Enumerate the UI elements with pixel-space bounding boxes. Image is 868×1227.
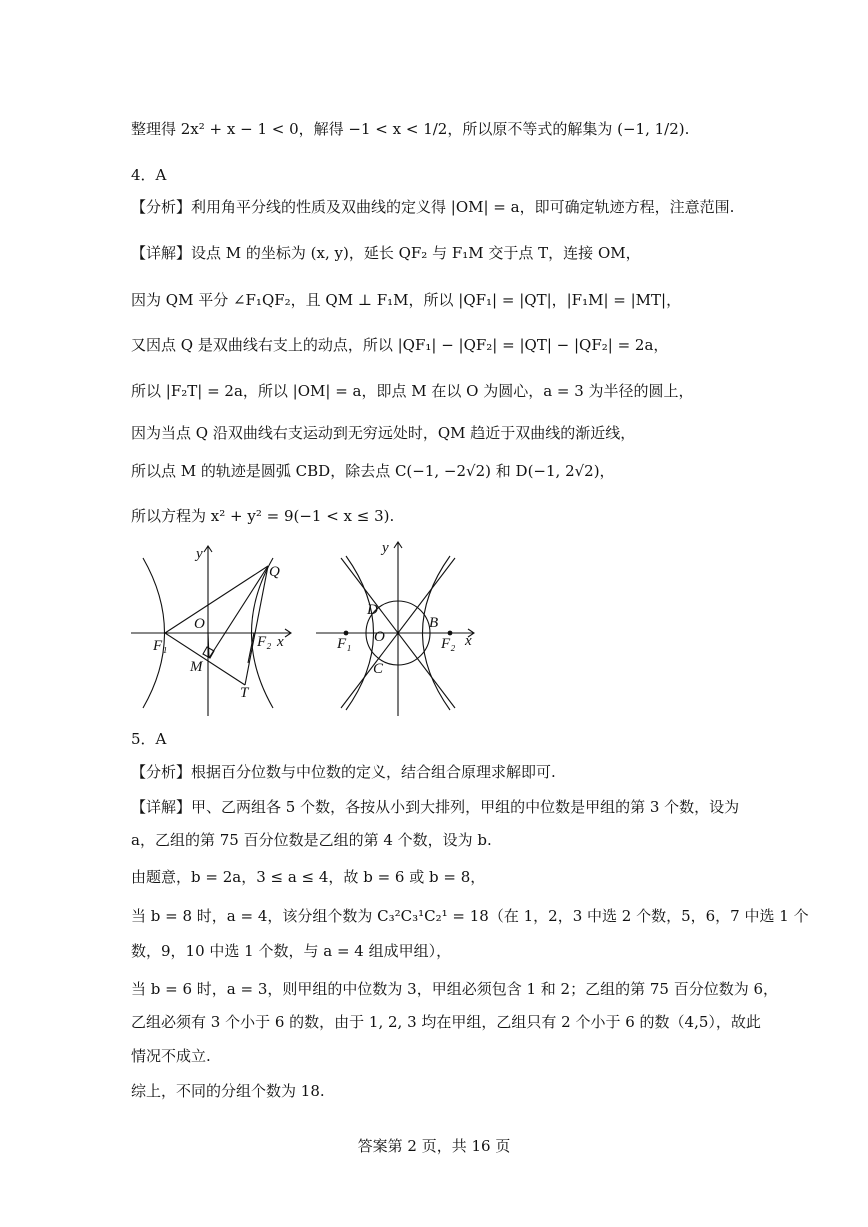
text-line: 因为当点 Q 沿双曲线右支运动到无穷远处时，QM 趋近于双曲线的渐近线， [131,424,636,442]
text-line: 当 b = 6 时，a = 3，则甲组的中位数为 3，甲组必须包含 1 和 2；乙组的第 75 百分位数为 6， [131,980,779,998]
point-label-O: O [194,616,205,632]
axis-label-y: y [382,540,389,556]
text-line: 【详解】甲、乙两组各 5 个数，各按从小到大排列，甲组的中位数是甲组的第 3 个数，设为 [131,798,740,816]
point-label-F1: F₁ [337,636,352,652]
text-line: 因为 QM 平分 ∠F₁QF₂，且 QM ⊥ F₁M，所以 |QF₁| = |QT|，|F₁M| = |MT|， [131,291,682,309]
text-line: 【分析】利用角平分线的性质及双曲线的定义得 |OM| = a，即可确定轨迹方程，注意范围. [131,198,735,216]
point-label-C: C [373,661,384,677]
page-footer: 答案第 2 页，共 16 页 [357,1137,511,1155]
hyperbola-figure-right [316,538,481,718]
point-label-M: M [190,659,203,675]
point-label-B: B [429,615,439,631]
text-line: 【详解】设点 M 的坐标为 (x, y)，延长 QF₂ 与 F₁M 交于点 T，连接 OM， [131,244,641,262]
axis-label-x: x [465,633,472,649]
text-line: 【分析】根据百分位数与中位数的定义，结合组合原理求解即可. [131,763,556,781]
hyperbola-figure-left [131,538,301,718]
question-5-heading: 5．A [131,730,167,748]
text-line: 所以 |F₂T| = 2a，所以 |OM| = a，即点 M 在以 O 为圆心，a = 3 为半径的圆上， [131,382,694,400]
text-line: 乙组必须有 3 个小于 6 的数，由于 1, 2, 3 均在甲组，乙组只有 2 个小于 6 的数（4,5），故此 [131,1013,761,1031]
point-label-D: D [367,602,378,618]
text-line: 所以方程为 x² + y² = 9(−1 < x ≤ 3). [131,507,395,525]
point-label-F2: F₂ [441,636,456,652]
text-line: 情况不成立. [131,1047,211,1065]
point-label-F2: F₂ [257,634,272,650]
point-label-T: T [240,685,249,701]
axis-label-y: y [196,546,203,562]
point-label-Q: Q [269,564,280,580]
axis-label-x: x [277,634,284,650]
text-line: 整理得 2x² + x − 1 < 0，解得 −1 < x < 1/2，所以原不等式的解集为 (−1, 1/2). [131,120,690,138]
text-line: 数，9，10 中选 1 个数，与 a = 4 组成甲组）， [131,942,452,960]
text-line: 所以点 M 的轨迹是圆弧 CBD，除去点 C(−1, −2√2) 和 D(−1, 2√2)， [131,462,615,480]
text-line: 综上，不同的分组个数为 18. [131,1082,325,1100]
text-line: a，乙组的第 75 百分位数是乙组的第 4 个数，设为 b. [131,831,492,849]
text-line: 当 b = 8 时，a = 4，该分组个数为 C₃²C₃¹C₂¹ = 18（在 1，2，3 中选 2 个数，5，6，7 中选 1 个 [131,907,809,925]
point-label-O: O [374,629,385,645]
question-4-heading: 4．A [131,166,167,184]
text-line: 又因点 Q 是双曲线右支上的动点，所以 |QF₁| − |QF₂| = |QT| − |QF₂| = 2a， [131,336,669,354]
point-label-F1: F₁ [153,638,168,654]
text-line: 由题意，b = 2a，3 ≤ a ≤ 4，故 b = 6 或 b = 8， [131,868,486,886]
